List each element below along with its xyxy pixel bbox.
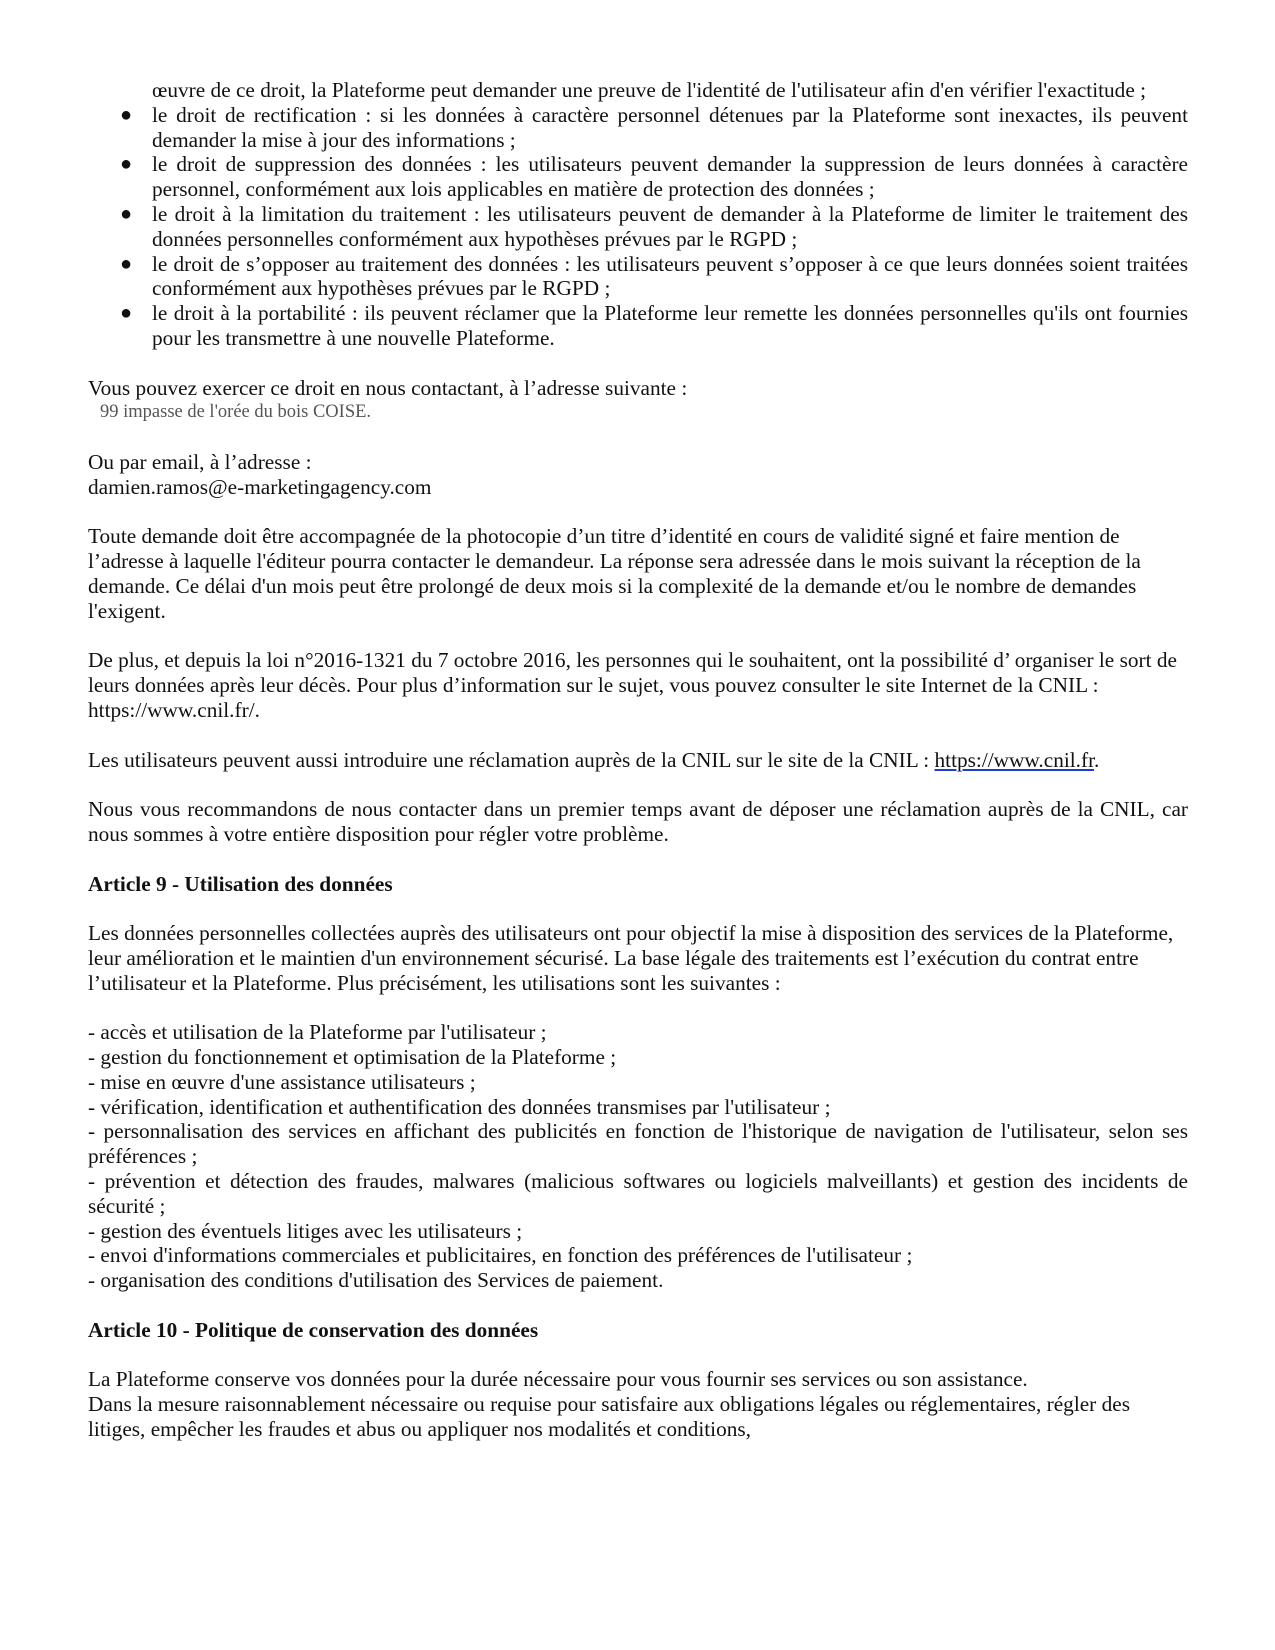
list-item: - personnalisation des services en affichant des publicités en fonction de l'historique de navigation de l'utilisateur, selon ses préférences ; <box>88 1119 1188 1169</box>
list-item-continuation: œuvre de ce droit, la Plateforme peut demander une preuve de l'identité de l'utilisateur afin d'en vérifier l'exactitude ; <box>152 78 1147 102</box>
list-item: ● le droit de rectification : si les données à caractère personnel détenues par la Plateforme sont inexactes, ils peuvent demander la mise à jour des informations ; <box>120 102 1188 152</box>
bullet-icon: ● <box>120 202 133 225</box>
recommend-paragraph: Nous vous recommandons de nous contacter dans un premier temps avant de déposer une réclamation auprès de la CNIL, car nous sommes à votre entière disposition pour régler votre problème. <box>88 797 1188 846</box>
article-9-intro: Les données personnelles collectées auprès des utilisateurs ont pour objectif la mise à disposition des services de la Plateforme, leur amélioration et le maintien d'un environnement sécurisé. La base légale des traitements est l’exécution du contrat entre l’utilisateur et la Plateforme. Plus précisément, les utilisations sont les suivantes : <box>88 921 1174 995</box>
complaint-paragraph: Les utilisateurs peuvent aussi introduire une réclamation auprès de la CNIL sur le site de la CNIL : https://www.cnil.fr. <box>88 747 1100 772</box>
list-item: - gestion des éventuels litiges avec les utilisateurs ; <box>88 1218 523 1243</box>
email-intro: Ou par email, à l’adresse : <box>88 449 312 474</box>
request-paragraph: Toute demande doit être accompagnée de la photocopie d’un titre d’identité en cours de validité signé et faire mention de l’adresse à laquelle l'éditeur pourra contacter le demandeur. La réponse sera adressée dans le mois suivant la réception de la demande. Ce délai d'un mois peut être prolongé de deux mois si la complexité de la demande et/ou le nombre de demandes l'exigent. <box>88 524 1141 623</box>
bullet-icon: ● <box>120 103 133 126</box>
list-item: - accès et utilisation de la Plateforme par l'utilisateur ; <box>88 1020 547 1045</box>
rights-list <box>88 78 1188 351</box>
article-10-paragraph-2: Dans la mesure raisonnablement nécessaire ou requise pour satisfaire aux obligations légales ou réglementaires, régler des litiges, empêcher les fraudes et abus ou appliquer nos modalités et conditions, <box>88 1392 1130 1442</box>
law-paragraph: De plus, et depuis la loi n°2016-1321 du 7 octobre 2016, les personnes qui le souhaitent, ont la possibilité d’ organiser le sort de leurs données après leur décès. Pour plus d’information sur le sujet, vous pouvez consulter le site Internet de la CNIL : https://www.cnil.fr/. <box>88 648 1177 722</box>
list-item: ● le droit à la limitation du traitement : les utilisateurs peuvent de demander à la Plateforme de limiter le traitement des données personnelles conformément aux hypothèses prévues par le RGPD ; <box>120 201 1188 251</box>
contact-intro: Vous pouvez exercer ce droit en nous contactant, à l’adresse suivante : <box>88 375 688 400</box>
contact-email: damien.ramos@e-marketingagency.com <box>88 474 432 499</box>
uses-list <box>88 1020 1188 1293</box>
article-10-heading: Article 10 - Politique de conservation des données <box>88 1317 539 1342</box>
list-item: - vérification, identification et authentification des données transmises par l'utilisateur ; <box>88 1094 831 1119</box>
list-item: - prévention et détection des fraudes, malwares (malicious softwares ou logiciels malveillants) et gestion des incidents de sécurité ; <box>88 1169 1188 1218</box>
list-item: ● le droit à la portabilité : ils peuvent réclamer que la Plateforme leur remette les données personnelles qu'ils ont fournies pour les transmettre à une nouvelle Plateforme. <box>120 301 1188 350</box>
postal-address: 99 impasse de l'orée du bois COISE. <box>100 402 372 423</box>
article-10-paragraph-1: La Plateforme conserve vos données pour la durée nécessaire pour vous fournir ses services ou son assistance. <box>88 1367 1028 1392</box>
bullet-icon: ● <box>120 153 133 176</box>
bullet-icon: ● <box>120 252 133 275</box>
document-page <box>88 78 1188 1442</box>
list-item: - mise en œuvre d'une assistance utilisateurs ; <box>88 1069 476 1094</box>
list-item: - organisation des conditions d'utilisation des Services de paiement. <box>88 1268 664 1293</box>
article-9-heading: Article 9 - Utilisation des données <box>88 871 393 896</box>
cnil-link[interactable]: https://www.cnil.fr <box>934 747 1095 772</box>
list-item: ● le droit de s’opposer au traitement des données : les utilisateurs peuvent s’opposer à ce que leurs données soient traitées conformément aux hypothèses prévues par le RGPD ; <box>120 251 1188 301</box>
list-item: ● le droit de suppression des données : les utilisateurs peuvent demander la suppression de leurs données à caractère personnel, conformément aux lois applicables en matière de protection des données ; <box>120 152 1188 202</box>
list-item: - gestion du fonctionnement et optimisation de la Plateforme ; <box>88 1045 617 1070</box>
bullet-icon: ● <box>120 302 133 325</box>
list-item: - envoi d'informations commerciales et publicitaires, en fonction des préférences de l'utilisateur ; <box>88 1243 913 1268</box>
